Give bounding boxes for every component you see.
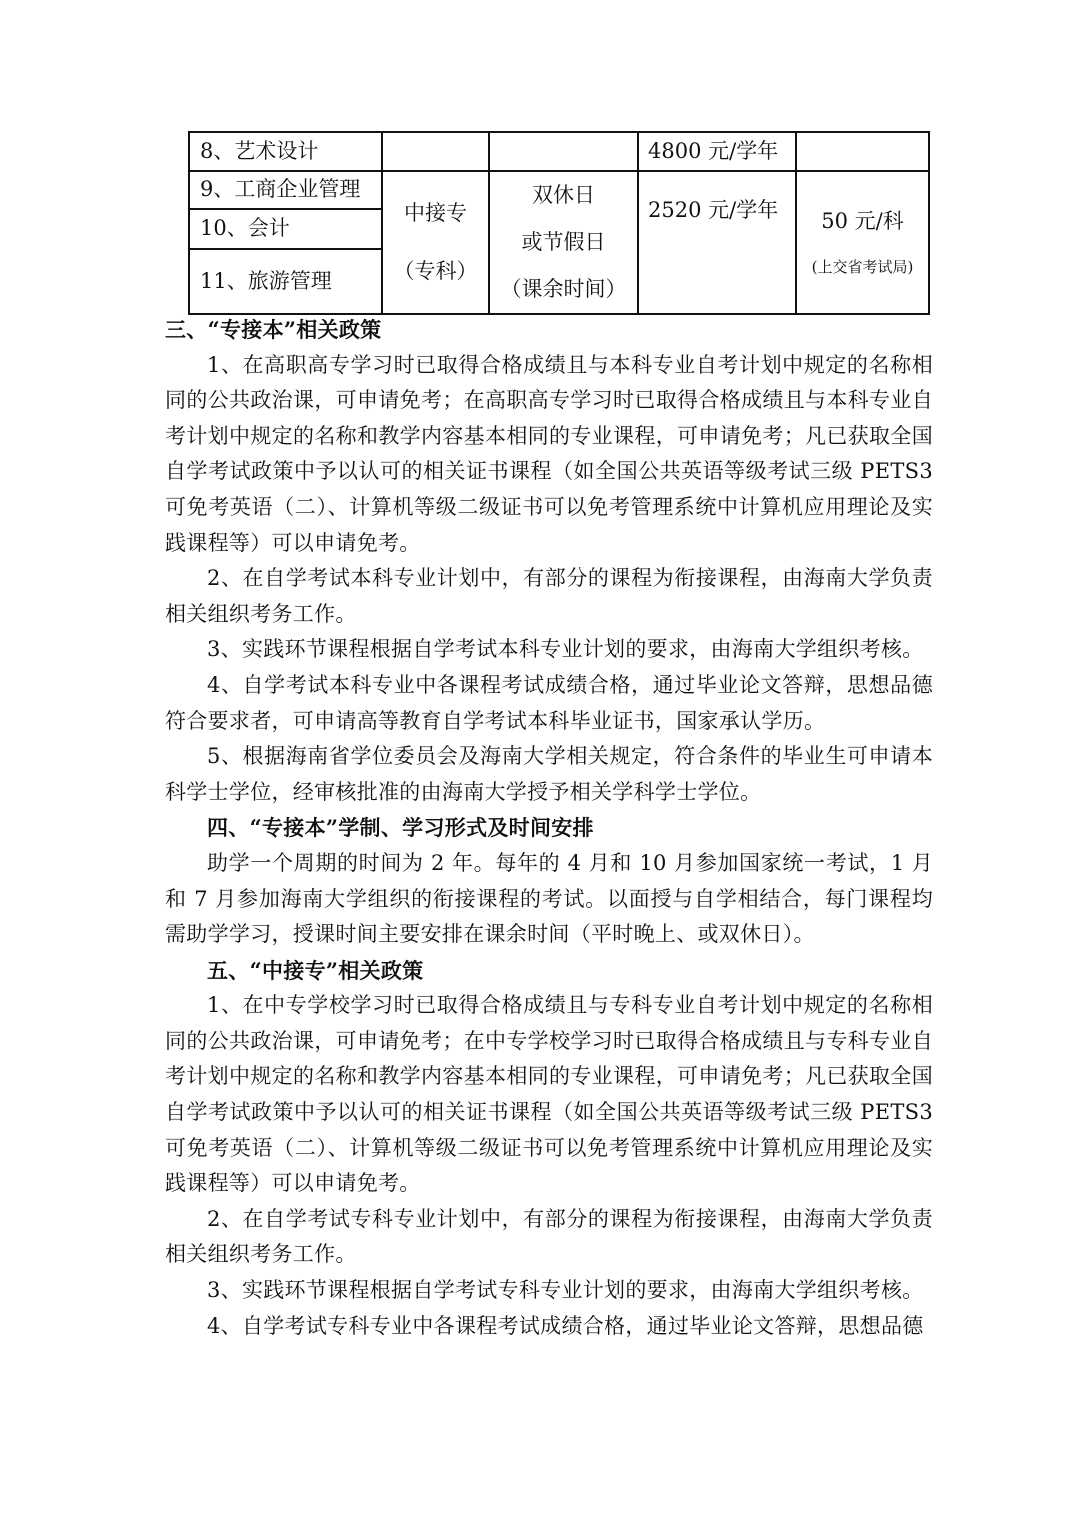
fee-cell: 2520 元/学年 — [638, 171, 796, 314]
exam-fee-note: (上交省考试局) — [811, 258, 914, 277]
time-line: 双休日 — [532, 183, 595, 207]
major-cell: 9、工商企业管理 — [189, 171, 382, 209]
level-cell — [382, 132, 489, 171]
paragraph: 4、自学考试专科专业中各课程考试成绩合格，通过毕业论文答辩，思想品德 — [207, 1313, 924, 1338]
paragraph: 1、在高职高专学习时已取得合格成绩且与本科专业自考计划中规定的名称相同的公共政治课，可申请免考；在高职高专学习时已取得合格成绩且与本科专业自考计划中规定的名称和教学内容基本相同的专业课程，可申请免考；凡已获取全国自学考试政策中予以认可的相关证书课程（如全国公共英语等级考试三级 PETS3 可免考英语（二）、计算机等级二级证书可以免考管理系统中计算机应用理论及实践课程等）可以申请免考。 — [165, 352, 933, 555]
paragraph: 4、自学考试本科专业中各课程考试成绩合格，通过毕业论文答辩，思想品德符合要求者，可申请高等教育自学考试本科毕业证书，国家承认学历。 — [165, 672, 933, 733]
paragraph: 助学一个周期的时间为 2 年。每年的 4 月和 10 月参加国家统一考试，1 月和 7 月参加海南大学组织的衔接课程的考试。以面授与自学相结合，每门课程均需助学学习，授课时间主要安排在课余时间（平时晚上、或双休日）。 — [165, 850, 933, 947]
fee-cell: 4800 元/学年 — [638, 132, 796, 171]
paragraph: 2、在自学考试本科专业计划中，有部分的课程为衔接课程，由海南大学负责相关组织考务工作。 — [165, 566, 933, 626]
exam-fee-cell — [796, 132, 929, 171]
exam-fee-cell — [796, 171, 929, 314]
major-cell: 10、会计 — [189, 209, 382, 249]
paragraph: 5、根据海南省学位委员会及海南大学相关规定，符合条件的毕业生可申请本科学士学位，经审核批准的由海南大学授予相关学科学士学位。 — [165, 744, 933, 804]
paragraph: 3、实践环节课程根据自学考试专科专业计划的要求，由海南大学组织考核。 — [207, 1278, 924, 1303]
table-row — [189, 171, 929, 209]
fee-table — [188, 131, 930, 315]
section-heading: 三、“专接本”相关政策 — [165, 317, 382, 342]
major-cell: 11、旅游管理 — [189, 249, 382, 314]
major-cell: 8、艺术设计 — [189, 132, 382, 171]
time-cell — [489, 171, 638, 314]
paragraph: 3、实践环节课程根据自学考试本科专业计划的要求，由海南大学组织考核。 — [207, 637, 924, 662]
paragraph: 2、在自学考试专科专业计划中，有部分的课程为衔接课程，由海南大学负责相关组织考务工作。 — [165, 1206, 933, 1267]
exam-fee: 50 元/科 — [821, 208, 904, 233]
section-heading: 五、“中接专”相关政策 — [207, 957, 424, 983]
level-cell — [382, 171, 489, 314]
time-line: 或节假日 — [521, 230, 606, 254]
table-row — [189, 132, 929, 171]
document-body — [165, 312, 933, 1344]
section-heading: 四、“专接本”学制、学习形式及时间安排 — [207, 815, 594, 841]
time-line: （课余时间） — [500, 277, 627, 301]
level-line: （专科） — [393, 258, 478, 283]
time-cell — [489, 132, 638, 171]
level-line: 中接专 — [404, 201, 467, 226]
paragraph: 1、在中专学校学习时已取得合格成绩且与专科专业自考计划中规定的名称相同的公共政治课，可申请免考；在中专学校学习时已取得合格成绩且与专科专业自考计划中规定的名称和教学内容基本相同的专业课程，可申请免考；凡已获取全国自学考试政策中予以认可的相关证书课程（如全国公共英语等级考试三级 PETS3 可免考英语（二）、计算机等级二级证书可以免考管理系统中计算机应用理论及实践课程等）可以申请免考。 — [165, 993, 933, 1196]
